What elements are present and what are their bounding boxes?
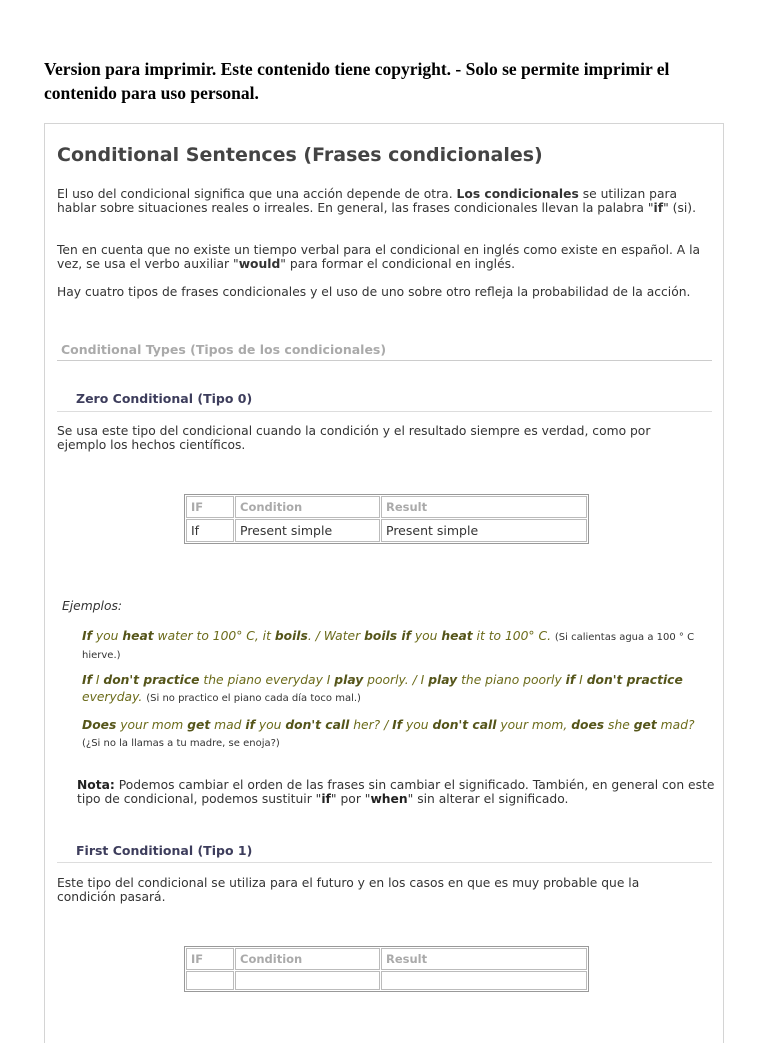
- table-header-cell: Result: [381, 496, 587, 518]
- examples-label: Ejemplos:: [62, 599, 123, 613]
- note-paragraph: [77, 778, 717, 806]
- example-text: you: [91, 629, 123, 643]
- example-text: poorly. / I: [363, 673, 429, 687]
- example-keyword: don't call: [285, 718, 350, 732]
- table-cell: [186, 971, 234, 990]
- note-text: Podemos cambiar el orden de las frases sin cambiar el significado. También, en general con este tipo de condicional, podemos sustituir ": [77, 778, 715, 806]
- intro-p1-bold: Los condicionales: [456, 187, 579, 201]
- intro-paragraph-3: Hay cuatro tipos de frases condicionales y el uso de uno sobre otro refleja la probabilidad de la acción.: [57, 285, 691, 299]
- example-1: [82, 628, 712, 664]
- example-text: your mom: [116, 718, 188, 732]
- first-description: Este tipo del condicional se utiliza para el futuro y en los casos en que es muy probable que la condición pasará.: [57, 876, 640, 904]
- first-divider: [57, 862, 712, 863]
- intro-paragraph-1: [57, 187, 697, 215]
- first-conditional-heading: First Conditional (Tipo 1): [76, 843, 253, 858]
- intro-p2-text-b: " para formar el condicional en inglés.: [280, 257, 515, 271]
- zero-conditional-table: [184, 494, 589, 544]
- example-text: you: [254, 718, 286, 732]
- example-keyword: if: [565, 673, 576, 687]
- example-text: water to 100° C, it: [153, 629, 275, 643]
- zero-divider: [57, 411, 712, 412]
- zero-description: Se usa este tipo del condicional cuando la condición y el resultado siempre es verdad, como por ejemplo los hechos científicos.: [57, 424, 651, 452]
- example-text: I: [91, 673, 104, 687]
- example-keyword: heat: [122, 629, 154, 643]
- example-keyword: If: [392, 718, 403, 732]
- table-header-cell: Result: [381, 948, 587, 970]
- example-translation: (Si calientas agua a 100 ° C hierve.): [82, 632, 695, 661]
- section-heading-types: Conditional Types (Tipos de los condicionales): [61, 342, 387, 357]
- intro-p1-text-b: se utilizan para hablar sobre situaciones reales o irreales. En general, las frases condicionales llevan la palabra ": [57, 187, 678, 215]
- table-row: [186, 519, 587, 542]
- intro-p2-bold: would: [238, 257, 281, 271]
- table-cell: [381, 971, 587, 990]
- table-header-row: [186, 496, 587, 518]
- page-title: Conditional Sentences (Frases condicionales): [57, 144, 543, 166]
- example-keyword: get: [633, 718, 657, 732]
- print-notice: Version para imprimir. Este contenido tiene copyright. - Solo se permite imprimir el contenido para uso personal.: [44, 59, 670, 103]
- example-text: the piano everyday I: [199, 673, 335, 687]
- first-conditional-table: [184, 946, 589, 992]
- example-text: mad?: [656, 718, 695, 732]
- table-cell: If: [186, 519, 234, 542]
- example-keyword: boils if: [364, 629, 411, 643]
- example-keyword: If: [82, 629, 92, 643]
- example-keyword: Does: [82, 718, 117, 732]
- example-keyword: play: [334, 673, 364, 687]
- intro-p2-text-a: Ten en cuenta que no existe un tiempo verbal para el condicional en inglés como existe en español. A la vez, se usa el verbo auxiliar ": [57, 243, 701, 271]
- zero-conditional-heading: Zero Conditional (Tipo 0): [76, 391, 253, 406]
- intro-p1-text-c: " (si).: [663, 201, 697, 215]
- example-keyword: don't practice: [586, 673, 683, 687]
- table-header-cell: Condition: [235, 496, 380, 518]
- table-cell: Present simple: [235, 519, 380, 542]
- note-label: Nota:: [77, 778, 115, 792]
- example-text: mad: [210, 718, 246, 732]
- example-text: it to 100° C.: [472, 629, 555, 643]
- example-keyword: play: [428, 673, 458, 687]
- example-keyword: If: [82, 673, 92, 687]
- example-keyword: boils: [274, 629, 308, 643]
- table-header-row: [186, 948, 587, 970]
- example-2: [82, 672, 712, 707]
- table-header-cell: Condition: [235, 948, 380, 970]
- note-bold-if: if: [321, 792, 331, 806]
- example-text: you: [402, 718, 433, 732]
- table-header-cell: IF: [186, 496, 234, 518]
- example-text: the piano poorly: [457, 673, 566, 687]
- section-divider: [57, 360, 712, 361]
- example-3: [82, 717, 712, 752]
- table-header-cell: IF: [186, 948, 234, 970]
- example-keyword: don't call: [432, 718, 497, 732]
- example-translation: (Si no practico el piano cada día toco mal.): [146, 693, 361, 704]
- intro-p1-text-a: El uso del condicional significa que una acción depende de otra.: [57, 187, 457, 201]
- table-cell: Present simple: [381, 519, 587, 542]
- example-text: everyday.: [82, 690, 147, 704]
- table-cell: [235, 971, 380, 990]
- intro-paragraph-2: [57, 243, 712, 271]
- example-keyword: don't practice: [103, 673, 200, 687]
- example-keyword: heat: [441, 629, 473, 643]
- example-text: your mom,: [496, 718, 572, 732]
- example-text: I: [575, 673, 587, 687]
- example-keyword: if: [245, 718, 255, 732]
- example-text: she: [604, 718, 634, 732]
- example-text: . / Water: [307, 629, 365, 643]
- note-text: " por ": [330, 792, 371, 806]
- table-row: [186, 971, 587, 990]
- note-bold-when: when: [370, 792, 408, 806]
- intro-p1-if: if: [653, 201, 664, 215]
- note-text: " sin alterar el significado.: [407, 792, 569, 806]
- example-text: her? /: [349, 718, 393, 732]
- example-keyword: get: [187, 718, 211, 732]
- example-text: you: [410, 629, 442, 643]
- example-keyword: does: [571, 718, 605, 732]
- example-translation: (¿Si no la llamas a tu madre, se enoja?): [82, 738, 280, 749]
